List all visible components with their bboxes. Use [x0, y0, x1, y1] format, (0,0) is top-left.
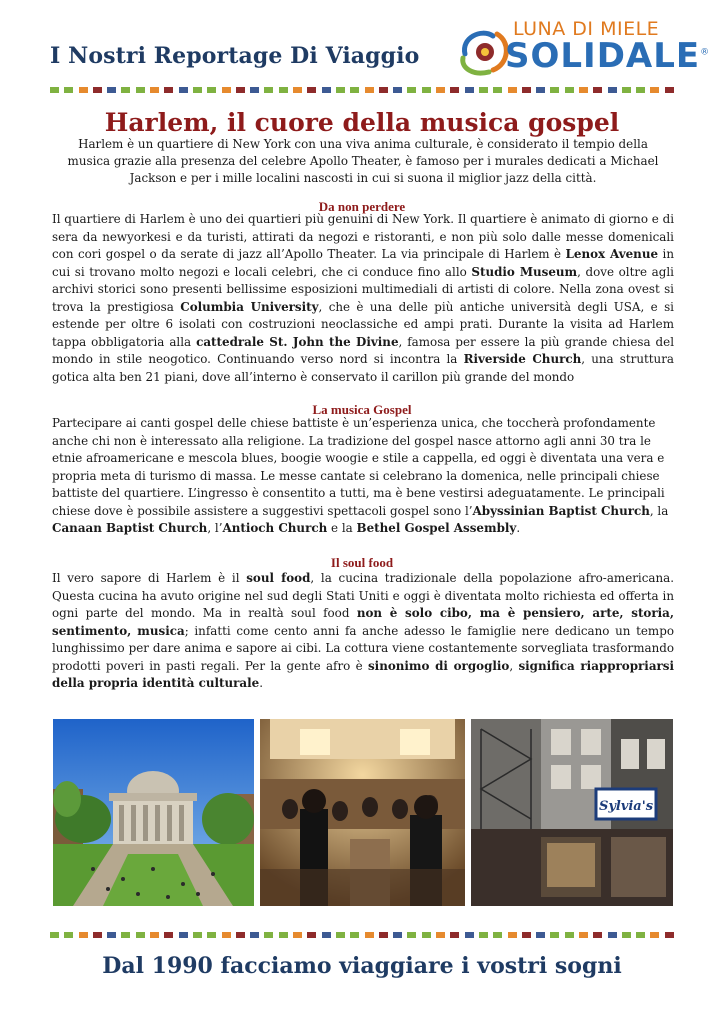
divider-dash: [536, 932, 545, 938]
divider-dash: [565, 932, 574, 938]
photo-sylvias-restaurant: [471, 719, 673, 906]
section-heading-la-musica-gospel: La musica Gospel: [312, 402, 412, 417]
divider-dash: [179, 932, 188, 938]
divider-dash: [608, 932, 617, 938]
divider-dash: [164, 87, 173, 93]
divider-dash: [465, 87, 474, 93]
article-intro: Harlem è un quartiere di New York con una viva anima culturale, è considerato il tempio della musica grazie alla presenza del celebre Apollo Theater, è famoso per i murales dedicati a Michael Jackson e per i mille localini nascosti in cui si suona il miglior jazz della città.: [67, 137, 659, 185]
divider-dash: [336, 87, 345, 93]
section-text-la-musica-gospel: Partecipare ai canti gospel delle chiese battiste è un’esperienza unica, che toccherà profondamente anche chi non è interessato alla religione. La tradizione del gospel nasce attorno agli anni 30 tra le etnie afroamericane e mescola blues, boogie woogie e stile a cappella, ed oggi è diventata una vera e propria meta di turismo di massa. Le messe cantate si celebrano la domenica, nelle principali chiese battiste del quartiere. L’ingresso è consentito a tutti, ma è bene vestirsi adeguatamente. Le principali chiese dove è possibile assistere a suggestivi spettacoli gospel sono l’Abyssinian Baptist Church, la Canaan Baptist Church, l’Antioch Church e la Bethel Gospel Assembly.: [52, 416, 669, 536]
divider-dash: [436, 87, 445, 93]
divider-dash: [450, 932, 459, 938]
divider-dash: [250, 87, 259, 93]
divider-dash: [136, 932, 145, 938]
divider-dash: [665, 87, 674, 93]
divider-dash: [508, 932, 517, 938]
decorative-divider-top: [50, 87, 674, 93]
divider-dash: [593, 932, 602, 938]
divider-dash: [222, 932, 231, 938]
divider-dash: [393, 932, 402, 938]
divider-dash: [64, 932, 73, 938]
divider-dash: [550, 87, 559, 93]
divider-dash: [422, 87, 431, 93]
divider-dash: [407, 87, 416, 93]
divider-dash: [479, 87, 488, 93]
divider-dash: [465, 932, 474, 938]
photo-gospel-church-service: [260, 719, 465, 906]
divider-dash: [293, 87, 302, 93]
divider-dash: [450, 87, 459, 93]
divider-dash: [264, 932, 273, 938]
page-header-title: I Nostri Reportage Di Viaggio: [50, 43, 420, 69]
divider-dash: [207, 87, 216, 93]
divider-dash: [350, 932, 359, 938]
divider-dash: [608, 87, 617, 93]
divider-dash: [665, 932, 674, 938]
divider-dash: [322, 932, 331, 938]
divider-dash: [550, 932, 559, 938]
divider-dash: [622, 932, 631, 938]
divider-dash: [593, 87, 602, 93]
divider-dash: [79, 932, 88, 938]
divider-dash: [636, 87, 645, 93]
divider-dash: [79, 87, 88, 93]
divider-dash: [365, 932, 374, 938]
divider-dash: [565, 87, 574, 93]
divider-dash: [121, 932, 130, 938]
divider-dash: [193, 932, 202, 938]
logo-text-top: LUNA DI MIELE: [513, 18, 660, 40]
divider-dash: [107, 932, 116, 938]
section-heading-da-non-perdere: Da non perdere: [318, 199, 406, 214]
divider-dash: [264, 87, 273, 93]
divider-dash: [522, 932, 531, 938]
divider-dash: [307, 932, 316, 938]
divider-dash: [250, 932, 259, 938]
footer-tagline: Dal 1990 facciamo viaggiare i vostri sogni: [102, 953, 622, 979]
divider-dash: [407, 932, 416, 938]
divider-dash: [50, 87, 59, 93]
divider-dash: [236, 87, 245, 93]
section-text-da-non-perdere: Il quartiere di Harlem è uno dei quartieri più genuini di New York. Il quartiere è animato di giorno e di sera da newyorkesi e da turisti, attirati da negozi e ristoranti, e non più solo dalle messe domenicali con cori gospel o da serate di jazz all’Apollo Theater. La via principale di Harlem è Lenox Avenue in cui si trovano molto negozi e locali celebri, che ci conduce fino allo Studio Museum, dove oltre agli archivi storici sono presenti bellissime esposizioni multimediali di artisti di colore. Nella zona ovest si trova la prestigiosa Columbia University, che è una delle più antiche università degli USA, e si estende per oltre 6 isolati con costruzioni neoclassiche ed ampi prati. Durante la visita ad Harlem tappa obbligatoria alla cattedrale St. John the Divine, famosa per essere la più grande chiesa del mondo in stile neogotico. Continuando verso nord si incontra la Riverside Church, una struttura gotica alta ben 21 piani, dove all’interno è conservato il carillon più grande del mondo: [52, 212, 675, 384]
divider-dash: [121, 87, 130, 93]
divider-dash: [536, 87, 545, 93]
divider-dash: [136, 87, 145, 93]
sylvias-sign-text: Sylvia's: [598, 799, 654, 814]
logo-text-bottom: SOLIDALE®: [505, 36, 711, 76]
divider-dash: [393, 87, 402, 93]
divider-dash: [336, 932, 345, 938]
divider-dash: [222, 87, 231, 93]
divider-dash: [322, 87, 331, 93]
divider-dash: [493, 932, 502, 938]
divider-dash: [150, 932, 159, 938]
divider-dash: [50, 932, 59, 938]
divider-dash: [365, 87, 374, 93]
divider-dash: [164, 932, 173, 938]
decorative-divider-bottom: [50, 932, 674, 938]
divider-dash: [636, 932, 645, 938]
divider-dash: [436, 932, 445, 938]
divider-dash: [508, 87, 517, 93]
divider-dash: [193, 87, 202, 93]
divider-dash: [522, 87, 531, 93]
divider-dash: [93, 932, 102, 938]
section-heading-il-soul-food: Il soul food: [330, 555, 394, 570]
divider-dash: [179, 87, 188, 93]
divider-dash: [150, 87, 159, 93]
divider-dash: [279, 932, 288, 938]
divider-dash: [622, 87, 631, 93]
photo-columbia-university: [53, 719, 254, 906]
divider-dash: [579, 932, 588, 938]
divider-dash: [236, 932, 245, 938]
article-title: Harlem, il cuore della musica gospel: [104, 108, 620, 137]
divider-dash: [579, 87, 588, 93]
divider-dash: [493, 87, 502, 93]
divider-dash: [379, 932, 388, 938]
divider-dash: [379, 87, 388, 93]
photo-strip: [53, 719, 673, 906]
section-text-il-soul-food: Il vero sapore di Harlem è il soul food, la cucina tradizionale della popolazione afro-americana. Questa cucina ha avuto origine nel sud degli Stati Uniti e oggi è diventata molto richiesta ed offerta in ogni parte del mondo. Ma in realtà soul food non è solo cibo, ma è pensiero, arte, storia, sentimento, musica; infatti come cento anni fa anche adesso le famiglie nere dedicano un tempo lunghissimo per dare anima e sapore ai cibi. La cottura viene costantemente sorvegliata trasformando prodotti poveri in pasti regali. Per la gente afro è sinonimo di orgoglio, significa riappropriarsi della propria identità culturale.: [52, 571, 675, 691]
divider-dash: [293, 932, 302, 938]
divider-dash: [422, 932, 431, 938]
divider-dash: [350, 87, 359, 93]
divider-dash: [107, 87, 116, 93]
divider-dash: [650, 932, 659, 938]
divider-dash: [207, 932, 216, 938]
divider-dash: [93, 87, 102, 93]
divider-dash: [650, 87, 659, 93]
divider-dash: [64, 87, 73, 93]
divider-dash: [279, 87, 288, 93]
brand-logo: [455, 16, 711, 86]
divider-dash: [307, 87, 316, 93]
divider-dash: [479, 932, 488, 938]
